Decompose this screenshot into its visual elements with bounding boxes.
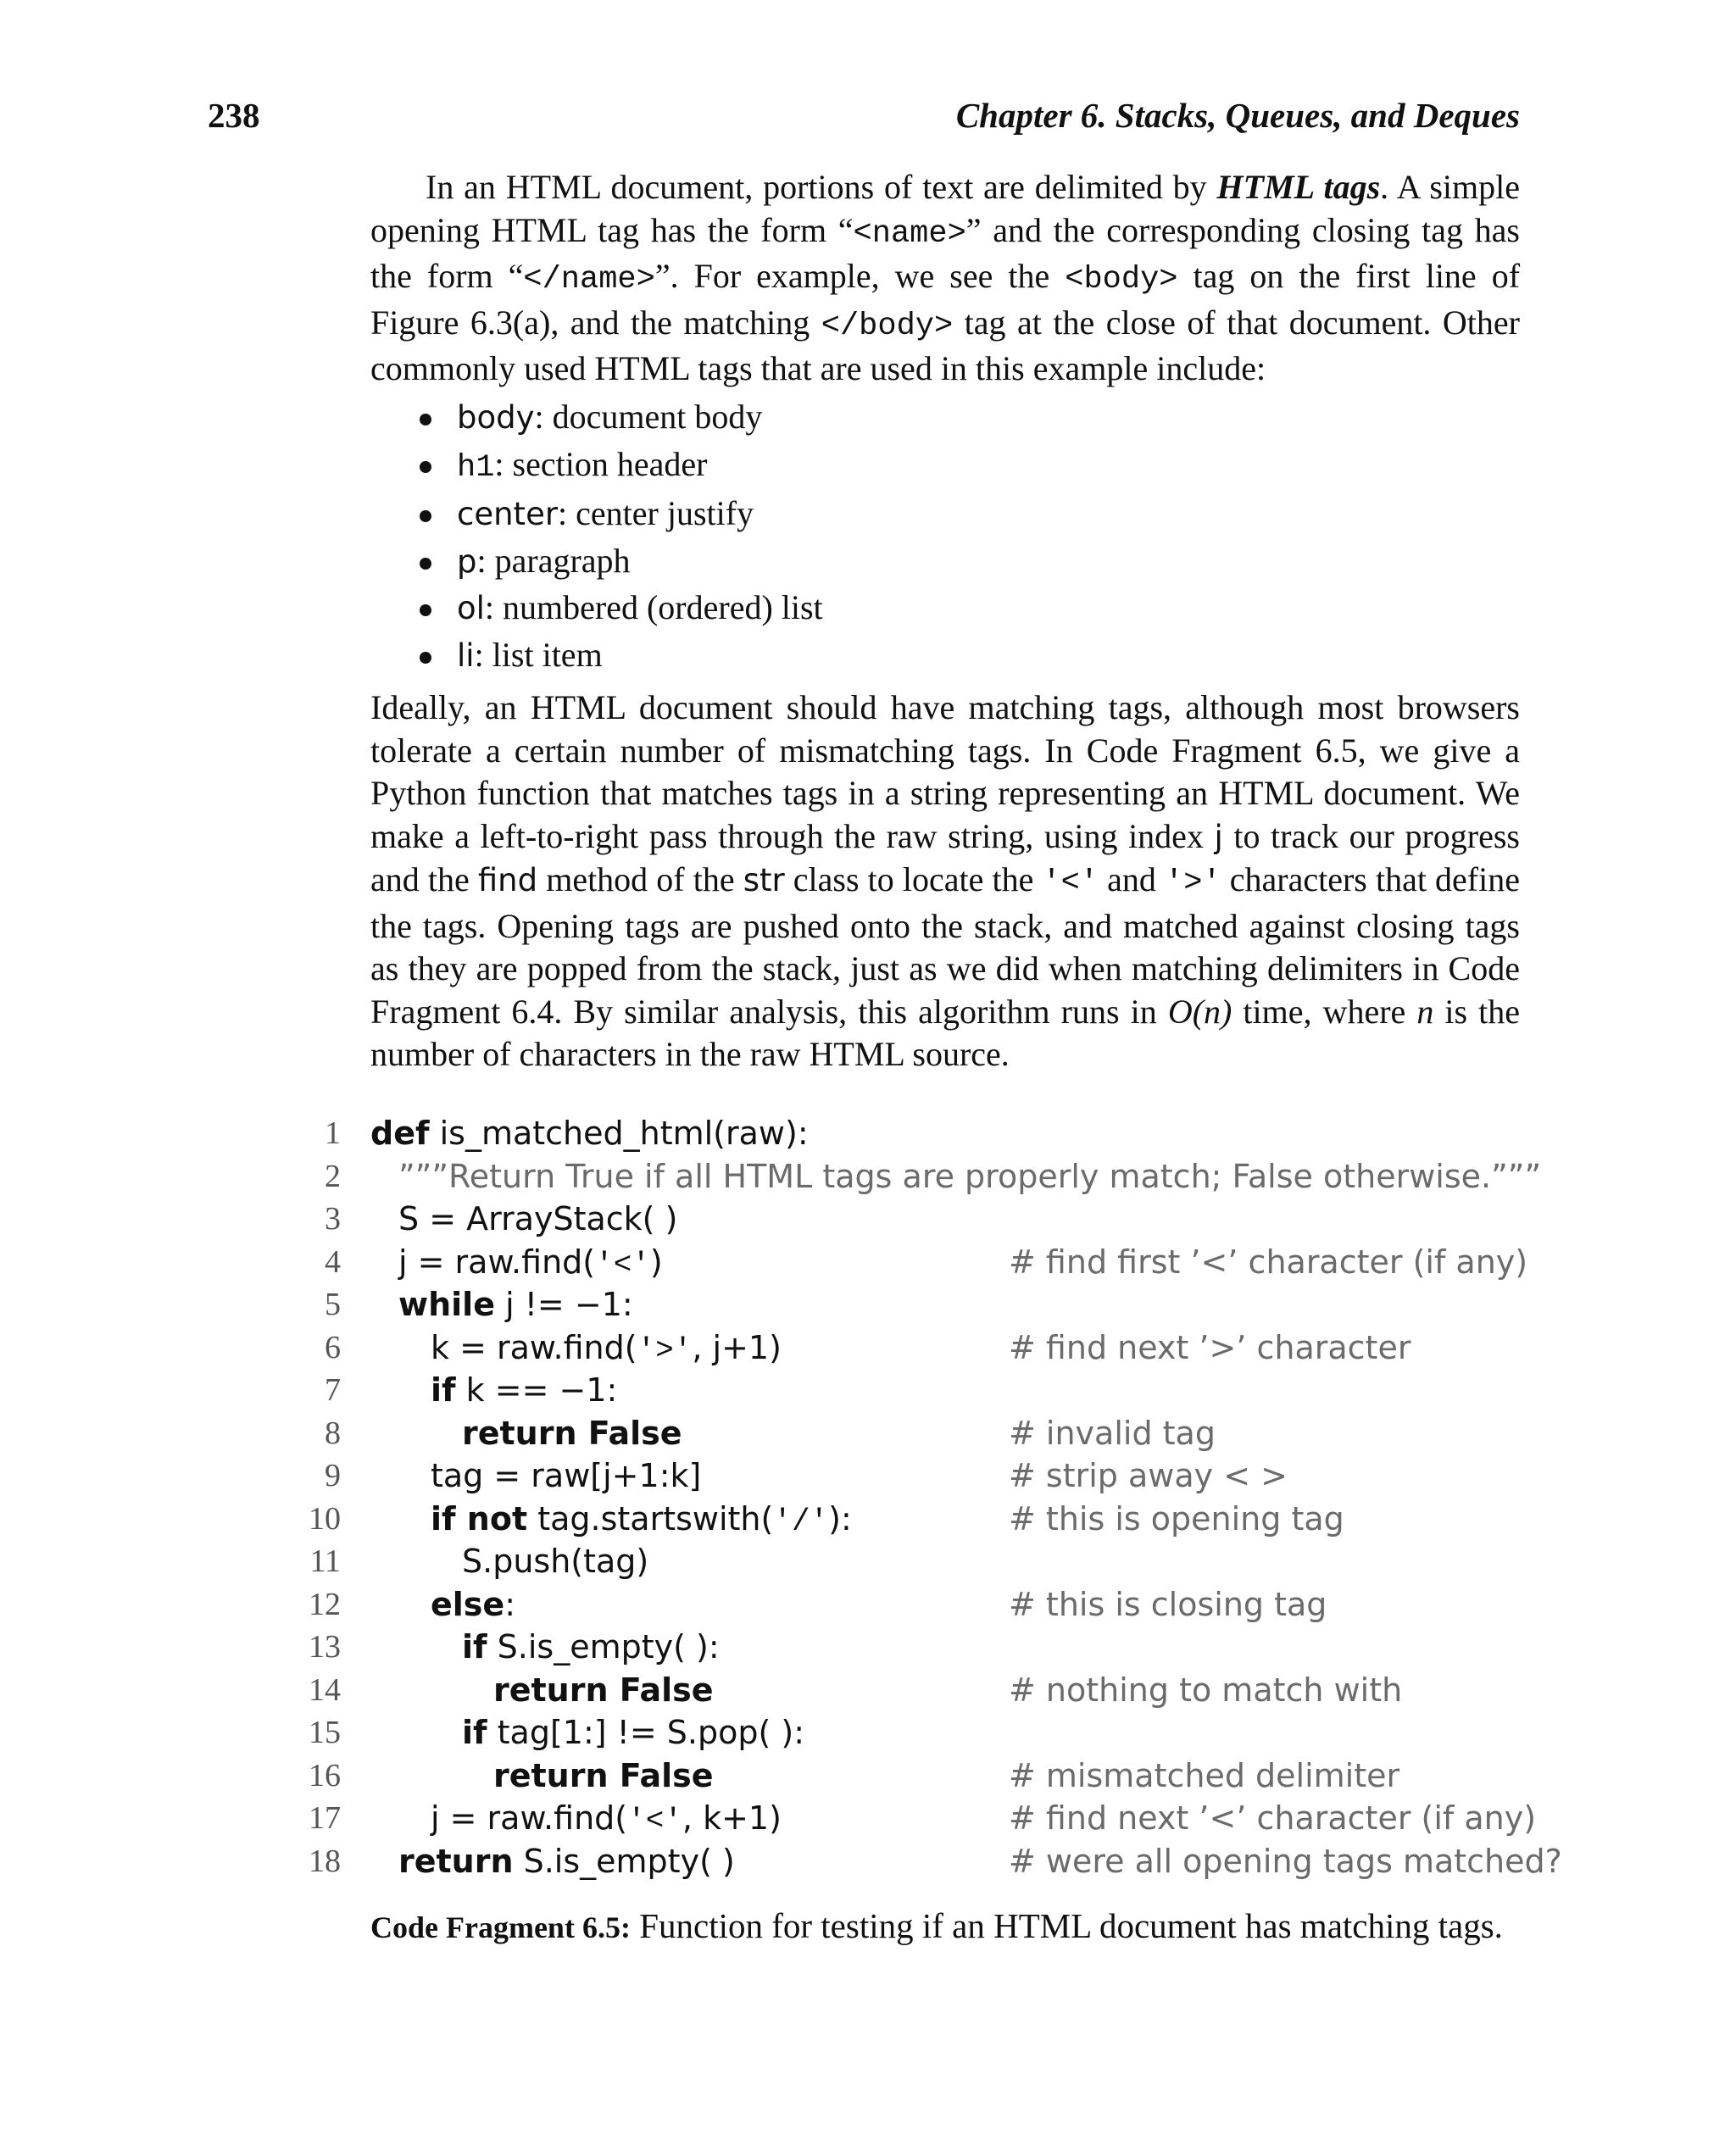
list-item xyxy=(420,491,823,538)
bullet-icon xyxy=(420,510,431,522)
keyword: else xyxy=(431,1585,505,1623)
code-text: tag.startswith( xyxy=(527,1499,774,1538)
tag-name: center xyxy=(457,496,559,532)
para-text: method of the xyxy=(537,860,743,898)
line-number: 18 xyxy=(309,1843,341,1879)
variable-n: n xyxy=(1416,992,1434,1031)
tag-description: : section header xyxy=(494,444,708,483)
tag-description: : paragraph xyxy=(476,541,631,580)
line-number: 6 xyxy=(325,1329,341,1365)
docstring: ”””Return True if all HTML tags are properly match; False otherwise.””” xyxy=(398,1157,1542,1195)
code-comment: # this is opening tag xyxy=(1009,1499,1344,1538)
line-number: 2 xyxy=(325,1158,341,1194)
page-number: 238 xyxy=(208,96,260,135)
code-text: k == −1: xyxy=(455,1371,618,1409)
code-comment: # find first ’<’ character (if any) xyxy=(1009,1243,1528,1281)
code-line xyxy=(288,1155,1542,1198)
list-item xyxy=(420,442,823,492)
code-line xyxy=(288,1669,1526,1712)
intro-text: ” and the corresponding closing tag has the form “ xyxy=(370,210,1521,295)
keyword: if xyxy=(462,1714,487,1751)
line-number: 7 xyxy=(325,1372,341,1408)
code-line xyxy=(288,1454,1526,1498)
keyword: return False xyxy=(493,1756,714,1794)
tag-description: : list item xyxy=(474,635,603,674)
tag-list xyxy=(420,394,823,679)
code-text: S = ArrayStack( ) xyxy=(398,1200,678,1237)
code-text: k = raw.find( xyxy=(431,1328,637,1366)
line-number: 8 xyxy=(325,1415,341,1451)
bullet-icon xyxy=(420,414,431,425)
code-text: j = raw.find( xyxy=(431,1799,628,1837)
code-line xyxy=(288,1626,1526,1669)
code-text: j = raw.find( xyxy=(398,1243,596,1281)
chapter-title: Chapter 6. Stacks, Queues, and Deques xyxy=(955,96,1520,135)
code-text: S.is_empty( ): xyxy=(487,1628,720,1666)
para-text: class to locate the xyxy=(784,860,1043,898)
para-text: time, where xyxy=(1232,992,1417,1031)
code-line xyxy=(288,1112,1526,1155)
code-caption xyxy=(370,1905,1523,1949)
inline-code: <name> xyxy=(853,215,966,252)
line-number: 14 xyxy=(309,1671,341,1708)
line-number: 10 xyxy=(309,1500,341,1537)
code-comment: # nothing to match with xyxy=(1009,1671,1403,1709)
code-text: ): xyxy=(828,1499,852,1538)
tag-name: p xyxy=(457,542,477,580)
code-text: , k+1) xyxy=(682,1799,782,1837)
code-line xyxy=(288,1241,1526,1284)
para-text: and xyxy=(1099,860,1166,898)
para-text: to track our progress and the xyxy=(370,816,1520,898)
bullet-icon xyxy=(420,652,431,664)
caption-text: Function for testing if an HTML document has matching tags. xyxy=(630,1906,1503,1945)
string-literal: '/' xyxy=(773,1504,829,1539)
intro-text: ”. For example, we see the xyxy=(654,257,1066,295)
keyword: while xyxy=(398,1286,495,1323)
code-text: is_matched_html(raw): xyxy=(429,1115,809,1152)
code-text: S.push(tag) xyxy=(462,1543,649,1580)
code-text: tag = raw[j+1:k] xyxy=(431,1457,702,1494)
code-line xyxy=(288,1198,1526,1241)
tag-description: : document body xyxy=(534,398,763,436)
code-text: : xyxy=(504,1585,516,1623)
list-item xyxy=(420,632,823,680)
inline-code: </name> xyxy=(523,262,655,298)
para-text: characters that define the tags. Opening tags are pushed onto the stack, and matched against closing tags as they are popped from the stack, just as we did when matching delimiters in Code Fragment 6.4. By similar analysis, this algorithm runs in xyxy=(370,860,1520,1031)
line-number: 11 xyxy=(309,1543,341,1579)
keyword: def xyxy=(370,1115,430,1152)
tag-description: : numbered (ordered) list xyxy=(484,588,823,626)
keyword: return False xyxy=(493,1671,714,1709)
code-comment: # find next ’<’ character (if any) xyxy=(1009,1799,1537,1837)
line-number: 12 xyxy=(309,1586,341,1622)
bullet-icon xyxy=(420,558,431,570)
line-number: 3 xyxy=(325,1201,341,1237)
intro-paragraph xyxy=(370,166,1520,391)
tag-name: ol xyxy=(457,590,485,626)
code-line xyxy=(288,1412,1526,1455)
code-line xyxy=(288,1755,1526,1798)
code-line xyxy=(288,1711,1526,1755)
inline-code: '<' xyxy=(1042,865,1099,901)
inline-code: j xyxy=(1214,818,1223,855)
running-header xyxy=(208,95,1520,146)
line-number: 9 xyxy=(325,1458,341,1493)
para-text: Ideally, an HTML document should have matching tags, although most browsers tolerate a certain number of mismatching tags. In Code Fragment 6.5, we give a Python function that matches tags in a string representing an HTML document. We make a left-to-right pass through the raw string, using index xyxy=(370,688,1520,855)
tag-name: h1 xyxy=(457,449,495,486)
tag-description: : center justify xyxy=(558,494,754,532)
intro-text: tag on the first line of Figure 6.3(a), and the matching xyxy=(370,257,1521,342)
code-comment: # this is closing tag xyxy=(1009,1585,1327,1623)
inline-code: find xyxy=(477,862,538,898)
code-text: , j+1) xyxy=(692,1328,782,1366)
line-number: 5 xyxy=(325,1287,341,1322)
code-line xyxy=(288,1583,1526,1627)
bullet-icon xyxy=(420,461,431,473)
code-text: tag[1:] != S.pop( ): xyxy=(487,1714,805,1751)
complexity: O(n) xyxy=(1167,992,1232,1031)
line-number: 1 xyxy=(325,1115,341,1151)
matching-paragraph xyxy=(370,687,1520,1076)
list-item xyxy=(420,394,823,442)
code-line xyxy=(288,1797,1537,1840)
list-item xyxy=(420,585,823,632)
tag-name: li xyxy=(457,637,475,674)
inline-code: str xyxy=(743,862,785,898)
list-item xyxy=(420,538,823,586)
line-number: 15 xyxy=(309,1715,341,1750)
inline-code: <body> xyxy=(1065,262,1178,298)
keyword: if xyxy=(462,1628,487,1666)
html-tags-term: HTML tags xyxy=(1216,168,1381,206)
code-comment: # find next ’>’ character xyxy=(1009,1328,1411,1366)
inline-code: '>' xyxy=(1165,865,1221,901)
line-number: 16 xyxy=(309,1757,341,1793)
code-text: j != −1: xyxy=(494,1286,633,1323)
code-comment: # invalid tag xyxy=(1009,1414,1216,1452)
intro-text: In an HTML document, portions of text are delimited by xyxy=(426,168,1217,206)
intro-text: . A simple opening HTML tag has the form “ xyxy=(370,168,1520,249)
line-number: 17 xyxy=(309,1800,341,1836)
code-text: ) xyxy=(649,1243,663,1281)
tag-name: body xyxy=(457,399,535,436)
para-text: is the number of characters in the raw HTML source. xyxy=(370,992,1521,1073)
code-line xyxy=(288,1283,1526,1326)
code-line xyxy=(288,1540,1526,1583)
code-comment: # strip away < > xyxy=(1009,1457,1288,1494)
inline-code: </body> xyxy=(821,308,954,344)
code-line xyxy=(288,1369,1526,1412)
keyword: return False xyxy=(462,1414,682,1452)
code-line xyxy=(288,1840,1562,1883)
bullet-icon xyxy=(420,604,431,616)
code-comment: # mismatched delimiter xyxy=(1009,1756,1400,1794)
keyword: if xyxy=(431,1371,456,1409)
code-fragment xyxy=(288,1112,1562,1882)
keyword: if not xyxy=(431,1499,528,1538)
string-literal: '<' xyxy=(595,1247,650,1282)
code-text: S.is_empty( ) xyxy=(513,1842,735,1880)
code-line xyxy=(288,1498,1526,1541)
line-number: 13 xyxy=(309,1629,341,1665)
code-comment: # were all opening tags matched? xyxy=(1009,1842,1562,1880)
intro-text: tag at the close of that document. Other commonly used HTML tags that are used in this example include: xyxy=(370,303,1520,387)
string-literal: '>' xyxy=(637,1332,693,1368)
caption-label: Code Fragment 6.5: xyxy=(370,1910,631,1944)
code-line xyxy=(288,1326,1526,1370)
string-literal: '<' xyxy=(627,1804,682,1838)
keyword: return xyxy=(398,1842,514,1880)
line-number: 4 xyxy=(325,1243,341,1280)
